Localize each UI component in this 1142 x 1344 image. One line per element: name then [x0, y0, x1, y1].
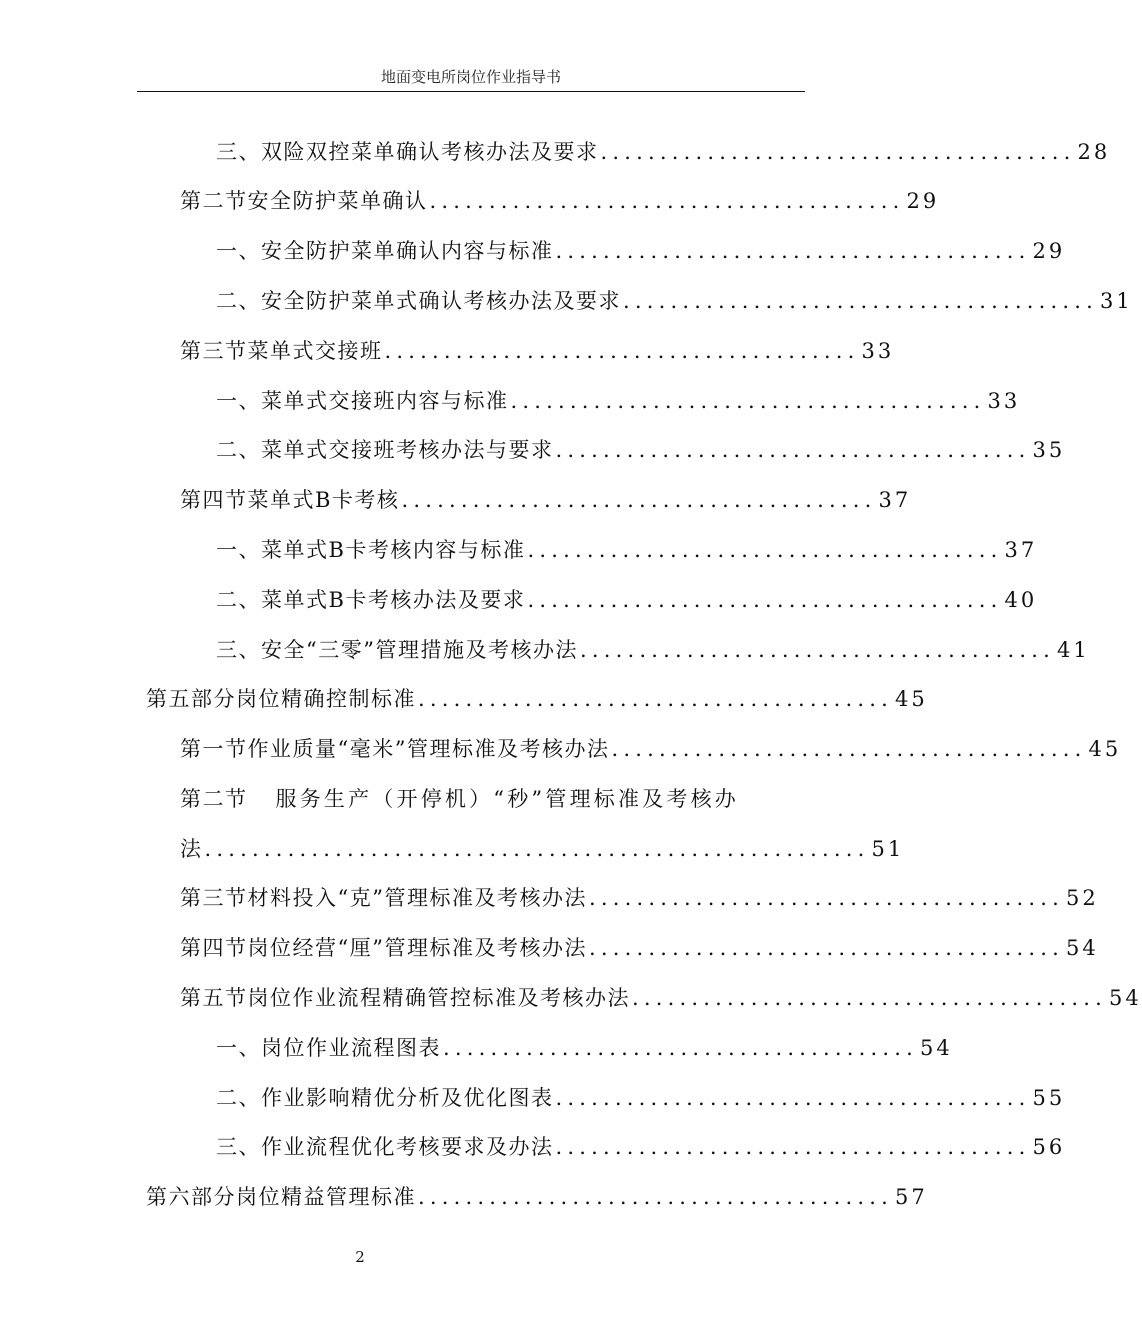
- toc-leader: ........................................: [555, 438, 1031, 462]
- toc-leader: ........................................: [418, 1185, 894, 1209]
- toc-page-number: 54: [1109, 986, 1142, 1010]
- toc-entry[interactable]: [180, 882, 1099, 914]
- toc-page-number: 56: [1032, 1135, 1066, 1159]
- toc-entry[interactable]: [216, 1032, 953, 1064]
- toc-leader: ........................................: [588, 886, 1064, 910]
- toc-page-number: 45: [1088, 737, 1122, 761]
- toc-entry[interactable]: [216, 634, 1090, 666]
- toc-entry[interactable]: [216, 1082, 1066, 1114]
- toc-entry-continuation[interactable]: [180, 833, 905, 865]
- toc-entry[interactable]: [216, 434, 1066, 466]
- toc-page-number: 54: [1066, 936, 1099, 960]
- toc-entry-label: 二、作业影响精优分析及优化图表: [216, 1086, 554, 1110]
- toc-section-number: 第二节: [180, 189, 248, 213]
- toc-page-number: 37: [1004, 538, 1038, 562]
- page-number: 2: [355, 1248, 365, 1266]
- toc-page-number: 33: [861, 339, 895, 363]
- toc-entry[interactable]: [180, 185, 940, 217]
- toc-page-number: 33: [987, 389, 1021, 413]
- toc-entry[interactable]: [216, 534, 1038, 566]
- toc-section-number: 第四节: [180, 936, 248, 960]
- toc-leader: ........................................: [401, 488, 877, 512]
- toc-entry-label: 一、菜单式B卡考核内容与标准: [216, 538, 526, 562]
- toc-section-number: 第五节: [180, 986, 248, 1010]
- toc-section-number: 第三节: [180, 886, 248, 910]
- toc-page-number: 28: [1077, 140, 1111, 164]
- toc-leader: ........................................: [600, 140, 1076, 164]
- toc-leader: ........................................: [418, 687, 894, 711]
- toc-entry[interactable]: [146, 683, 928, 715]
- toc-page-number: 45: [895, 687, 928, 711]
- toc-entry[interactable]: [180, 783, 800, 815]
- toc-entry-label: 三、作业流程优化考核要求及办法: [216, 1135, 554, 1159]
- toc-entry-label: 菜单式B卡考核: [247, 488, 400, 512]
- toc-entry-label: 一、菜单式交接班内容与标准: [216, 389, 509, 413]
- toc-entry[interactable]: [216, 235, 1066, 267]
- toc-entry[interactable]: [216, 1131, 1066, 1163]
- toc-entry-label: 材料投入“克”管理标准及考核办法: [247, 886, 587, 910]
- toc-leader: ........................................: [443, 1036, 919, 1060]
- toc-entry[interactable]: [216, 385, 1021, 417]
- toc-entry-label: 一、安全防护菜单确认内容与标准: [216, 239, 554, 263]
- toc-part-number: 第六部分: [146, 1185, 236, 1209]
- toc-page-number: 51: [871, 837, 905, 861]
- toc-entry-label: 服务生产（开停机）“秒”管理标准及考核办: [275, 787, 739, 811]
- toc-entry[interactable]: [180, 932, 1099, 964]
- toc-entry-label: 二、安全防护菜单式确认考核办法及要求: [216, 289, 621, 313]
- toc-leader: ........................................: [384, 339, 860, 363]
- toc-entry-label: 作业质量“毫米”管理标准及考核办法: [247, 737, 610, 761]
- toc-leader: ........................................: [611, 737, 1087, 761]
- toc-entry-label: 岗位精益管理标准: [236, 1185, 416, 1209]
- toc-page-number: 31: [1100, 289, 1133, 313]
- toc-entry[interactable]: [180, 335, 895, 367]
- toc-leader: ........................................................: [204, 837, 870, 861]
- toc-page-number: 57: [895, 1185, 928, 1209]
- toc-page-number: 40: [1004, 588, 1038, 612]
- toc-leader: ........................................: [555, 1135, 1031, 1159]
- toc-entry-label: 菜单式交接班: [247, 339, 383, 363]
- toc-entry-label-continuation: 法: [180, 837, 203, 861]
- toc-entry-label: 二、菜单式交接班考核办法与要求: [216, 438, 554, 462]
- toc-entry-label: 三、安全“三零”管理措施及考核办法: [216, 638, 578, 662]
- toc-entry[interactable]: [180, 484, 912, 516]
- toc-entry[interactable]: [216, 584, 1038, 616]
- toc-entry[interactable]: [216, 136, 1111, 168]
- toc-entry-label: 岗位作业流程精确管控标准及考核办法: [247, 986, 630, 1010]
- toc-leader: ........................................: [555, 239, 1031, 263]
- toc-entry-label: 岗位经营“厘”管理标准及考核办法: [247, 936, 587, 960]
- toc-leader: ........................................: [527, 538, 1003, 562]
- toc-leader: ........................................: [588, 936, 1064, 960]
- toc-entry[interactable]: [146, 1181, 928, 1213]
- toc-leader: ........................................: [632, 986, 1108, 1010]
- toc-page-number: 29: [906, 189, 940, 213]
- toc-leader: ........................................: [510, 389, 986, 413]
- toc-entry-label: 一、岗位作业流程图表: [216, 1036, 441, 1060]
- toc-leader: ........................................: [555, 1086, 1031, 1110]
- toc-page-number: 41: [1057, 638, 1090, 662]
- toc-section-number: 第二节: [180, 787, 248, 811]
- toc-entry-label: 三、双险双控菜单确认考核办法及要求: [216, 140, 599, 164]
- toc-part-number: 第五部分: [146, 687, 236, 711]
- toc-entry-label: 岗位精确控制标准: [236, 687, 416, 711]
- toc-leader: ........................................: [579, 638, 1055, 662]
- toc-leader: ........................................: [429, 189, 905, 213]
- toc-page-number: 29: [1032, 239, 1066, 263]
- toc-entry[interactable]: [180, 733, 1122, 765]
- toc-entry-label: 二、菜单式B卡考核办法及要求: [216, 588, 526, 612]
- toc-page-number: 54: [920, 1036, 953, 1060]
- toc-page-number: 55: [1032, 1086, 1066, 1110]
- toc-section-number: 第三节: [180, 339, 248, 363]
- toc-page-number: 37: [878, 488, 912, 512]
- toc-leader: ........................................: [623, 289, 1099, 313]
- toc-entry-label: 安全防护菜单确认: [247, 189, 428, 213]
- toc-section-number: 第四节: [180, 488, 248, 512]
- toc-section-number: 第一节: [180, 737, 248, 761]
- toc-entry[interactable]: [216, 285, 1133, 317]
- toc-page-number: 52: [1066, 886, 1099, 910]
- toc-entry[interactable]: [180, 982, 1142, 1014]
- toc-leader: ........................................: [527, 588, 1003, 612]
- toc-page-number: 35: [1032, 438, 1066, 462]
- running-header: 地面变电所岗位作业指导书: [380, 68, 561, 86]
